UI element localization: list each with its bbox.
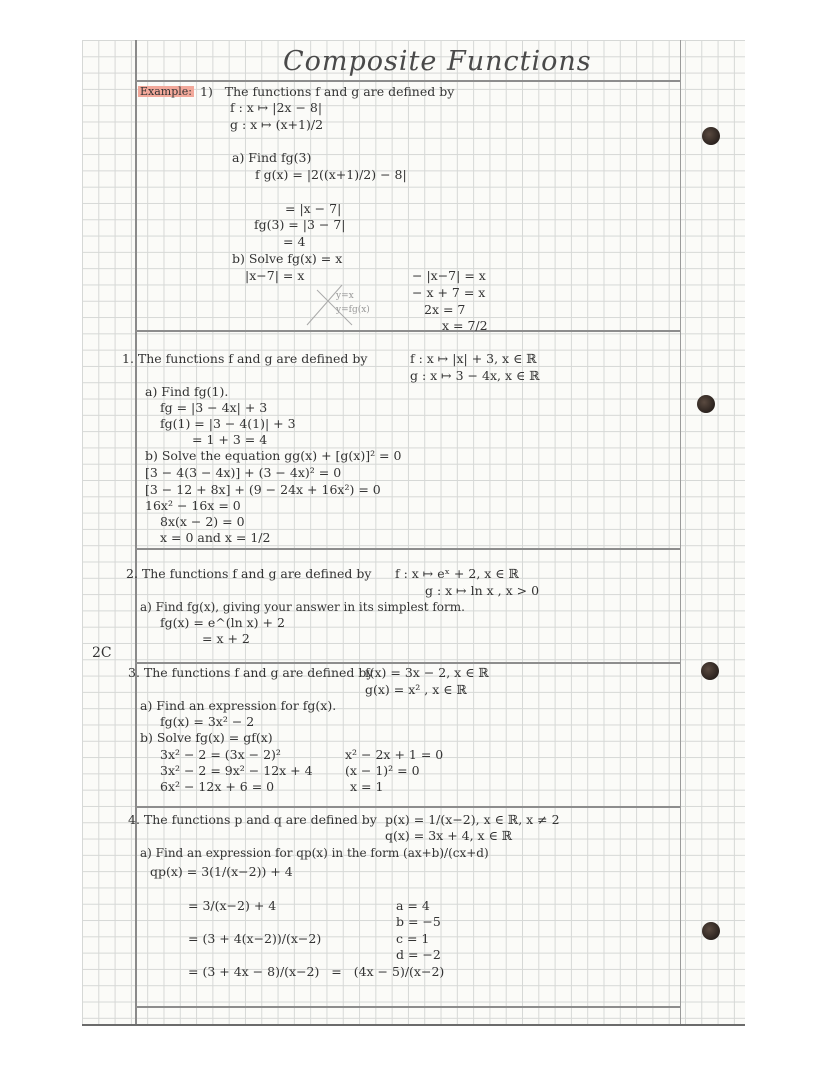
q1-header: 1. The functions f and g are defined by [122, 351, 368, 366]
q1-line: a) Find fg(1). [145, 384, 229, 399]
q4-def: q(x) = 3x + 4, x ∈ ℝ [385, 828, 513, 843]
side-working: 2x = 7 [424, 302, 466, 317]
q3-header: 3. The functions f and g are defined by [128, 665, 374, 680]
punch-hole [701, 662, 719, 680]
q4-answer: d = −2 [396, 947, 441, 962]
punch-hole [697, 395, 715, 413]
side-working: − x + 7 = x [412, 285, 486, 300]
example-label: Example: [140, 85, 192, 98]
example-line: fg(3) = |3 − 7| [254, 217, 346, 232]
example-line: f : x ↦ |2x − 8| [230, 100, 323, 115]
q3-side: (x − 1)² = 0 [345, 763, 420, 778]
q4-def: p(x) = 1/(x−2), x ∈ ℝ, x ≠ 2 [385, 812, 560, 827]
side-working: x = 7/2 [442, 318, 488, 333]
q2-line: fg(x) = e^(ln x) + 2 [160, 615, 285, 630]
q4-line: qp(x) = 3(1/(x−2)) + 4 [150, 864, 293, 879]
page-title: Composite Functions [283, 46, 592, 77]
divider [135, 80, 680, 82]
example-line: f g(x) = |2((x+1)/2) − 8| [255, 167, 407, 182]
q3-def: f(x) = 3x − 2, x ∈ ℝ [365, 665, 489, 680]
q2-line: a) Find fg(x), giving your answer in its simplest form. [140, 600, 465, 614]
divider [135, 330, 680, 332]
divider [135, 662, 680, 664]
q2-header: 2. The functions f and g are defined by [126, 566, 372, 581]
sketch-label: y=fg(x) [336, 305, 370, 315]
q4-header: 4. The functions p and q are defined by [128, 812, 377, 827]
q4-line: a) Find an expression for qp(x) in the form (ax+b)/(cx+d) [140, 846, 489, 860]
example-line: 1) The functions f and g are defined by [200, 84, 455, 99]
punch-hole [702, 127, 720, 145]
q3-def: g(x) = x² , x ∈ ℝ [365, 682, 467, 697]
margin-note: 2C [92, 645, 112, 661]
divider [135, 548, 680, 550]
example-line: |x−7| = x [245, 268, 305, 283]
divider [135, 806, 680, 808]
q1-line: 8x(x − 2) = 0 [160, 514, 245, 529]
q4-line: = 3/(x−2) + 4 [188, 898, 277, 913]
example-line: = 4 [283, 234, 306, 249]
q3-line: 3x² − 2 = 9x² − 12x + 4 [160, 763, 313, 778]
q2-def: g : x ↦ ln x , x > 0 [425, 583, 540, 598]
example-line: g : x ↦ (x+1)/2 [230, 117, 324, 132]
q2-line: = x + 2 [202, 631, 250, 646]
right-margin-line [680, 40, 681, 1026]
sketch-label: y=x [336, 291, 354, 301]
margin-line [135, 40, 137, 1026]
q3-side: x = 1 [350, 779, 384, 794]
punch-hole [702, 922, 720, 940]
example-line: b) Solve fg(x) = x [232, 251, 343, 266]
q3-line: b) Solve fg(x) = gf(x) [140, 730, 273, 745]
q3-line: a) Find an expression for fg(x). [140, 698, 337, 713]
bottom-edge [82, 1024, 745, 1026]
q1-line: fg = |3 − 4x| + 3 [160, 400, 268, 415]
divider [135, 1006, 680, 1008]
q4-line: = (3 + 4(x−2))/(x−2) [188, 931, 322, 946]
q1-def: f : x ↦ |x| + 3, x ∈ ℝ [410, 351, 537, 366]
q3-line: fg(x) = 3x² − 2 [160, 714, 255, 729]
q4-answer: b = −5 [396, 914, 441, 929]
side-working: − |x−7| = x [412, 268, 486, 283]
q1-def: g : x ↦ 3 − 4x, x ∈ ℝ [410, 368, 540, 383]
example-line: a) Find fg(3) [232, 150, 312, 165]
q1-line: b) Solve the equation gg(x) + [g(x)]² = 0 [145, 448, 402, 463]
q2-def: f : x ↦ eˣ + 2, x ∈ ℝ [395, 566, 519, 581]
q4-line: = (3 + 4x − 8)/(x−2) = (4x − 5)/(x−2) [188, 964, 445, 979]
q1-line: [3 − 12 + 8x] + (9 − 24x + 16x²) = 0 [145, 482, 381, 497]
q3-side: x² − 2x + 1 = 0 [345, 747, 444, 762]
q4-answer: c = 1 [396, 931, 430, 946]
q1-line: = 1 + 3 = 4 [192, 432, 268, 447]
q1-line: 16x² − 16x = 0 [145, 498, 241, 513]
q1-line: x = 0 and x = 1/2 [160, 530, 271, 545]
example-line: = |x − 7| [285, 201, 342, 216]
q4-answer: a = 4 [396, 898, 430, 913]
q3-line: 3x² − 2 = (3x − 2)² [160, 747, 281, 762]
q3-line: 6x² − 12x + 6 = 0 [160, 779, 275, 794]
q1-line: fg(1) = |3 − 4(1)| + 3 [160, 416, 296, 431]
q1-line: [3 − 4(3 − 4x)] + (3 − 4x)² = 0 [145, 465, 342, 480]
